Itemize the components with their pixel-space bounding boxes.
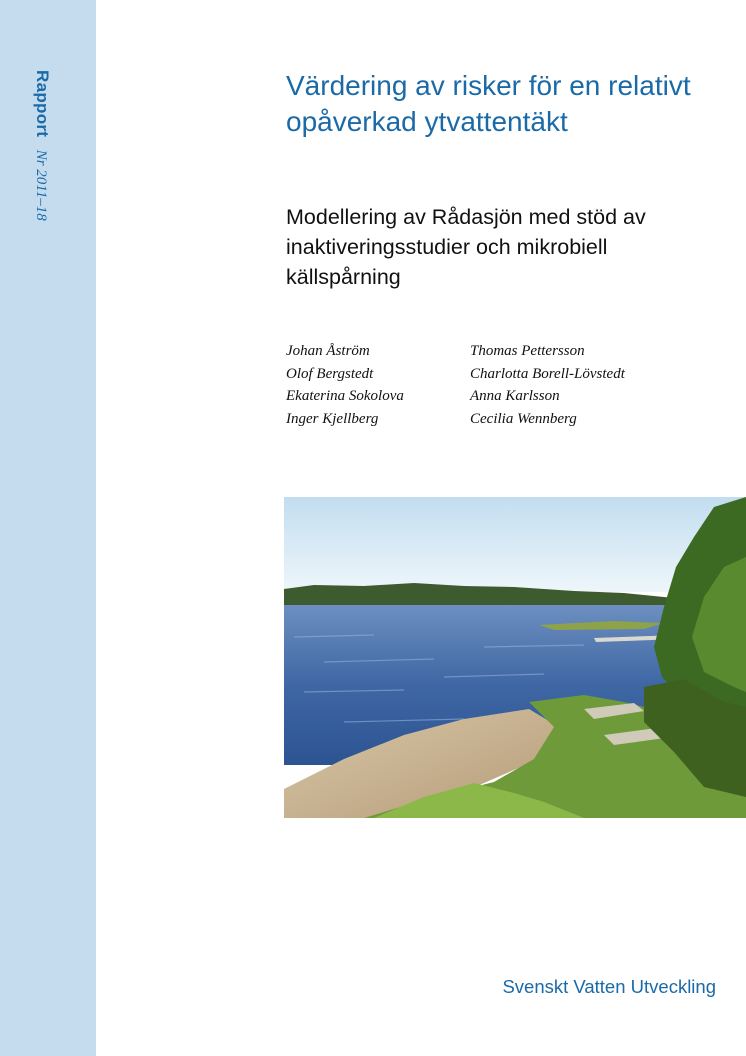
author-name: Ekaterina Sokolova <box>286 388 404 404</box>
author-name: Johan Åström <box>286 343 370 359</box>
author-name: Thomas Pettersson <box>470 343 585 359</box>
author-name: Cecilia Wennberg <box>470 410 577 427</box>
lake-shore-photo <box>284 497 746 818</box>
report-title: Värdering av risker för en relativt opåverkad ytvattentäkt <box>286 70 691 137</box>
author-name: Inger Kjellberg <box>286 410 379 427</box>
authors-column-left <box>286 340 404 430</box>
author-name: Anna Karlsson <box>470 388 560 404</box>
authors-column-right <box>470 340 625 430</box>
report-subtitle: Modellering av Rådasjön med stöd av inaktiveringsstudier och mikrobiell källspårning <box>286 205 646 289</box>
spine-text <box>32 70 52 221</box>
report-label: Rapport <box>33 70 52 138</box>
spine-band <box>0 0 96 1056</box>
author-name: Charlotta Borell-Lövstedt <box>470 365 625 382</box>
report-number: Nr 2011–18 <box>33 149 49 221</box>
author-name: Olof Bergstedt <box>286 365 374 382</box>
lake-scene <box>284 497 746 818</box>
publisher-name: Svenskt Vatten Utveckling <box>502 976 716 997</box>
